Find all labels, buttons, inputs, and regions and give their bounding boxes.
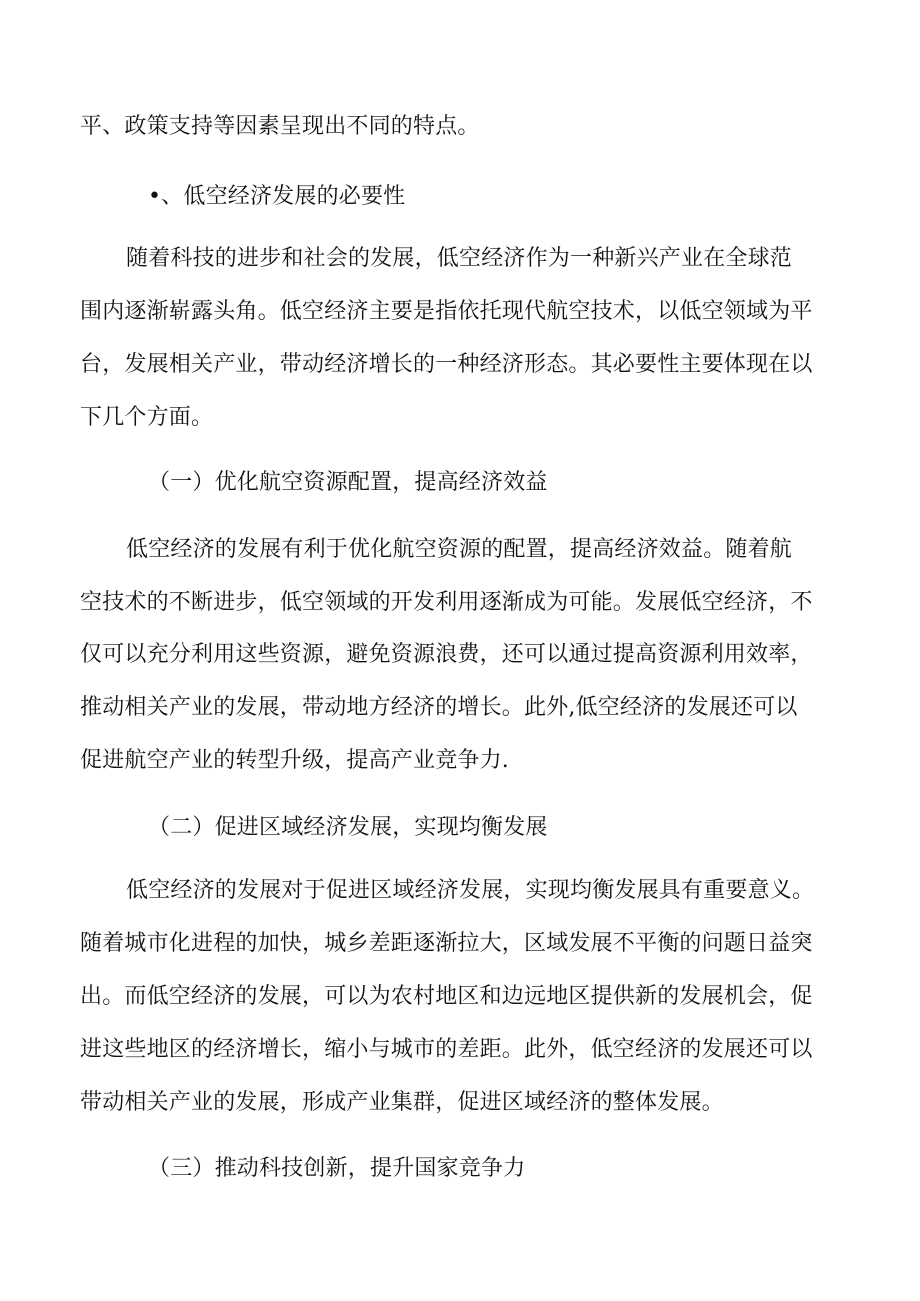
paragraph-line: 台，发展相关产业，带动经济增长的一种经济形态。其必要性主要体现在以: [80, 352, 813, 377]
paragraph-line: 推动相关产业的发展，带动地方经济的增长。此外,低空经济的发展还可以: [80, 695, 798, 720]
paragraph-line: 进这些地区的经济增长，缩小与城市的差距。此外，低空经济的发展还可以: [80, 1037, 813, 1062]
text-line-continuation: 平、政策支持等因素呈现出不同的特点。: [80, 114, 480, 139]
paragraph-line: 随着科技的进步和社会的发展，低空经济作为一种新兴产业在全球范: [126, 246, 793, 271]
paragraph-line: 围内逐渐崭露头角。低空经济主要是指依托现代航空技术，以低空领域为平: [80, 299, 813, 324]
paragraph-line: 低空经济的发展有利于优化航空资源的配置，提高经济效益。随着航: [126, 537, 793, 562]
paragraph-line: 促进航空产业的转型升级，提高产业竞争力.: [80, 748, 509, 773]
paragraph-line: 出。而低空经济的发展，可以为农村地区和边远地区提供新的发展机会，促: [80, 984, 813, 1009]
paragraph-line: 仅可以充分利用这些资源，避免资源浪费，还可以通过提高资源利用效率，: [80, 642, 813, 667]
paragraph-line: 空技术的不断进步，低空领域的开发利用逐渐成为可能。发展低空经济，不: [80, 590, 813, 615]
subsection-heading-1: （一）优化航空资源配置，提高经济效益: [148, 470, 548, 495]
subsection-heading-2: （二）促进区域经济发展，实现均衡发展: [148, 815, 548, 840]
paragraph-line: 低空经济的发展对于促进区域经济发展，实现均衡发展具有重要意义。: [126, 878, 815, 903]
paragraph-line: 下几个方面。: [80, 405, 214, 430]
subsection-heading-3: （三）推动科技创新，提升国家竞争力: [148, 1156, 526, 1181]
section-heading: •、低空经济发展的必要性: [148, 184, 406, 209]
paragraph-line: 随着城市化进程的加快，城乡差距逐渐拉大，区域发展不平衡的问题日益突: [80, 931, 813, 956]
paragraph-line: 带动相关产业的发展，形成产业集群，促进区域经济的整体发展。: [80, 1090, 724, 1115]
